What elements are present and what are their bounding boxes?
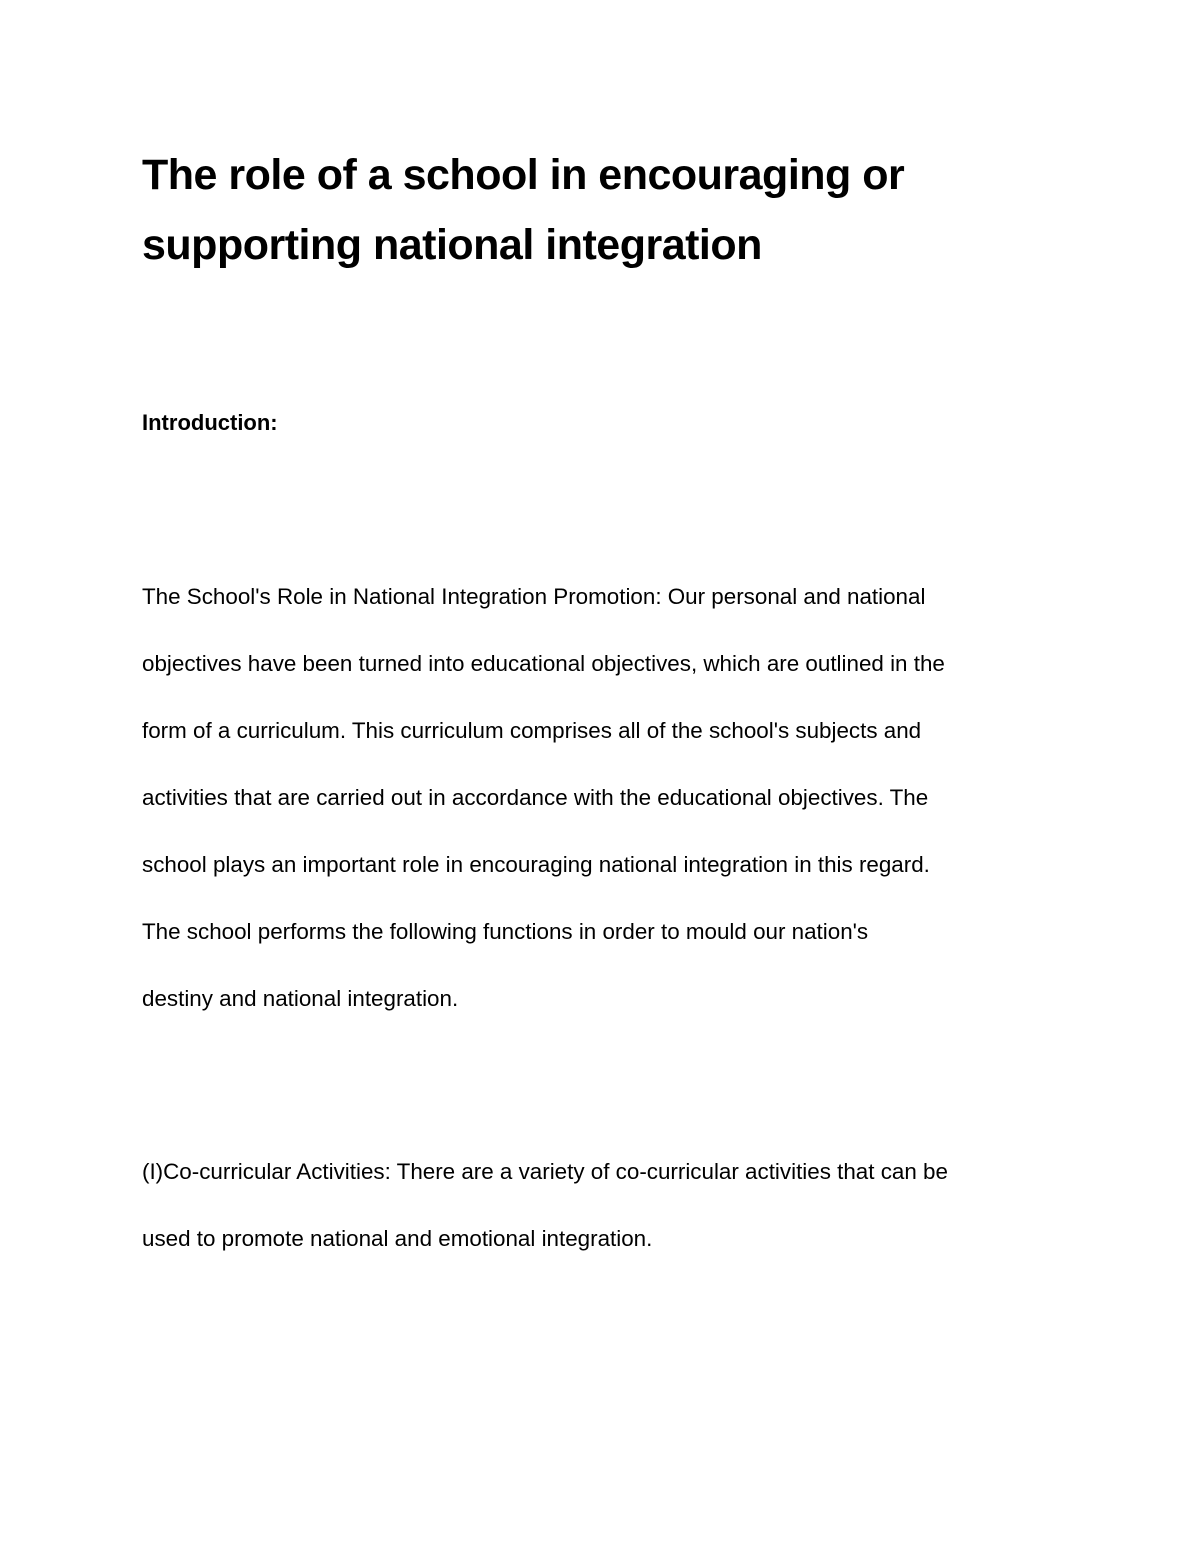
title-line: supporting national integration: [142, 221, 762, 269]
title-line: The role of a school in encouraging or: [142, 151, 905, 199]
paragraph-line: activities that are carried out in accordance with the educational objectives. The: [142, 785, 929, 810]
paragraph-line: school plays an important role in encouraging national integration in this regard.: [142, 852, 930, 877]
co-curricular-paragraph: [142, 1138, 1072, 1272]
paragraph-line: (I)Co-curricular Activities: There are a variety of co-curricular activities that can be: [142, 1159, 948, 1184]
document-title: [142, 140, 1042, 280]
paragraph-line: form of a curriculum. This curriculum comprises all of the school's subjects and: [142, 718, 922, 743]
intro-paragraph: [142, 563, 1072, 1032]
paragraph-line: objectives have been turned into educational objectives, which are outlined in the: [142, 651, 945, 676]
paragraph-line: destiny and national integration.: [142, 986, 459, 1011]
paragraph-line: The school performs the following functions in order to mould our nation's: [142, 919, 869, 944]
paragraph-line: The School's Role in National Integration Promotion: Our personal and national: [142, 584, 926, 609]
introduction-heading: Introduction:: [142, 410, 278, 435]
paragraph-line: used to promote national and emotional integration.: [142, 1226, 653, 1251]
